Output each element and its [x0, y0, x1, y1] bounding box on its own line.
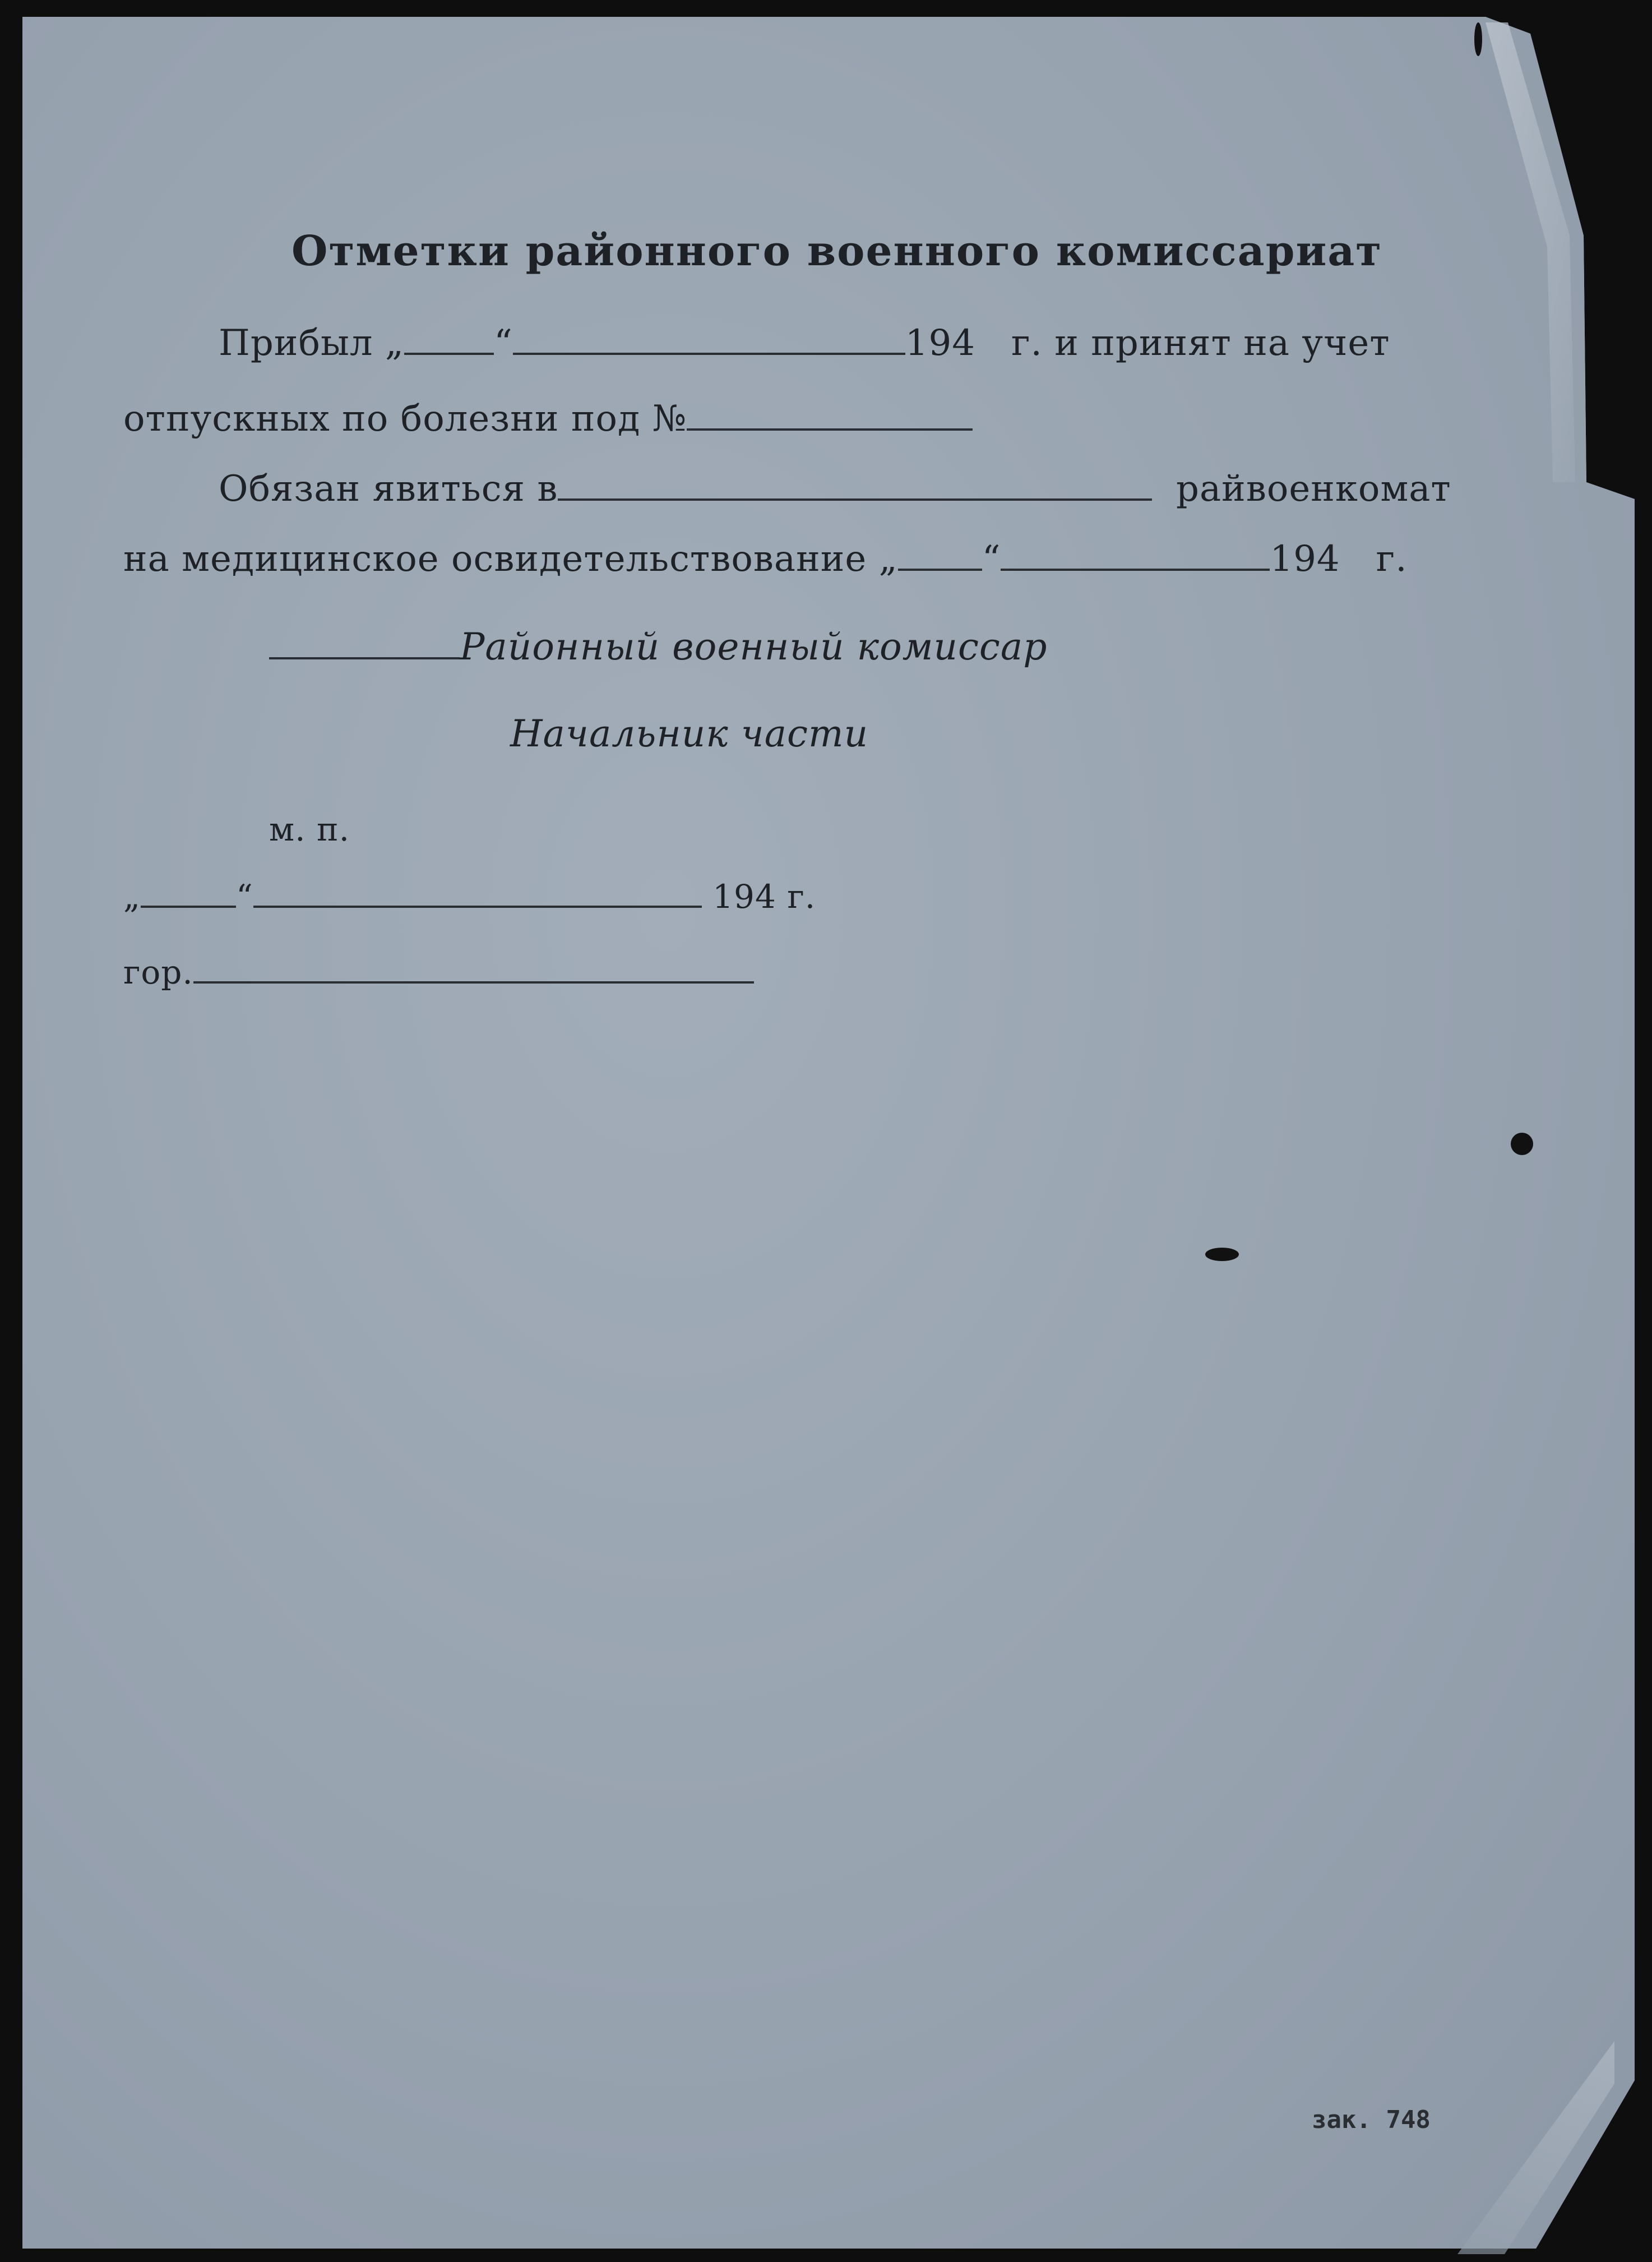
issue-date-prefix: „: [123, 878, 141, 916]
arrival-year: 194: [905, 322, 975, 364]
medical-exam-day-blank[interactable]: [898, 564, 982, 571]
issue-date-quote: “: [236, 878, 253, 916]
document-title: Отметки районного военного комиссариат: [291, 227, 1383, 275]
sick-leave-number-blank[interactable]: [687, 424, 973, 431]
issue-day-blank[interactable]: [141, 901, 236, 908]
issue-month-blank[interactable]: [253, 901, 702, 908]
paper-damage-mark: [1205, 1248, 1239, 1261]
report-suffix: райвоенкомат: [1176, 468, 1451, 510]
arrival-suffix: г. и принят на учет: [1011, 322, 1390, 364]
arrival-quote: “: [494, 322, 513, 364]
report-line: [219, 468, 1451, 510]
report-office-blank[interactable]: [558, 494, 1152, 501]
commissar-signature-blank[interactable]: [269, 653, 460, 659]
paper-damage-mark: [1511, 1133, 1533, 1155]
city-line: [123, 953, 754, 991]
medical-exam-year: 194: [1270, 538, 1340, 580]
sick-leave-line: [123, 398, 973, 440]
issue-date-line: [123, 878, 816, 916]
print-order-number: зак. 748: [1312, 2106, 1431, 2134]
city-prefix: гор.: [123, 953, 193, 991]
medical-exam-suffix: г.: [1376, 538, 1408, 580]
medical-exam-prefix: на медицинское освидетельствование „: [123, 538, 898, 580]
commissar-signature-label: Районный военный комиссар: [460, 625, 1048, 668]
arrival-line: [219, 322, 1390, 364]
paper-damage-mark: [1474, 22, 1482, 56]
sick-leave-text: отпускных по болезни под №: [123, 398, 687, 440]
medical-exam-line: [123, 538, 1408, 580]
report-prefix: Обязан явиться в: [219, 468, 558, 510]
medical-exam-month-blank[interactable]: [1001, 564, 1270, 571]
issue-date-year: 194: [712, 878, 776, 916]
chief-signature-label: Начальник части: [510, 712, 869, 755]
city-blank[interactable]: [193, 977, 754, 984]
medical-exam-quote: “: [982, 538, 1001, 580]
stamp-place-label: м. п.: [269, 810, 350, 848]
commissar-signature-line: [269, 625, 1047, 668]
issue-date-suffix: г.: [787, 878, 816, 916]
arrival-prefix: Прибыл „: [219, 322, 405, 364]
arrival-day-blank[interactable]: [404, 348, 494, 355]
arrival-month-blank[interactable]: [513, 348, 905, 355]
